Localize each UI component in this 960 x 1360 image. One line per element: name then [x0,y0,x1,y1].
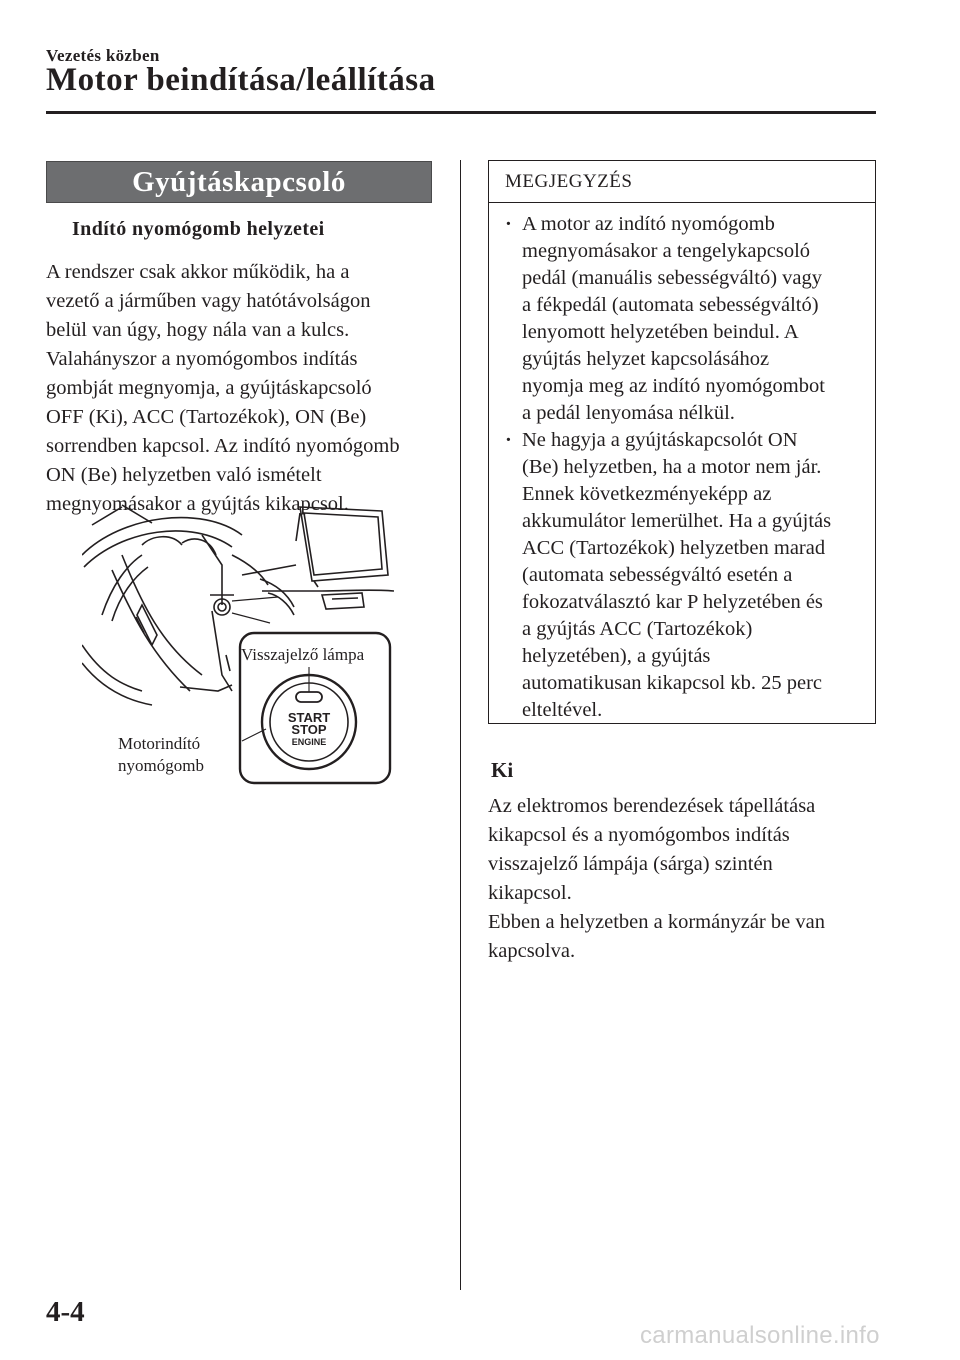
note-line: a pedál lenyomása nélkül. [522,402,735,424]
ki-line: Az elektromos berendezések tápellátása [488,795,816,817]
engine-start-button-label [118,733,204,777]
body-line: megnyomásakor a gyújtás kikapcsol. [46,493,349,515]
note-line: megnyomásakor a tengelykapcsoló [522,240,811,262]
button-text-stop: STOP [291,722,327,737]
body-line: gombját megnyomja, a gyújtáskapcsoló [46,377,372,399]
indicator-lamp-label: Visszajelző lámpa [241,645,365,664]
body-line: ON (Be) helyzetben való ismételt [46,464,322,486]
center-display-drawing [262,507,394,609]
ki-body [488,792,825,966]
breadcrumb: Vezetés közben [46,46,160,65]
section-banner: Gyújtáskapcsoló [46,161,432,203]
note-line: · A motor az indító nyomógomb [522,213,775,235]
body-line: sorrendben kapcsol. Az indító nyomógomb [46,435,400,457]
note-item [503,427,867,724]
ki-line: kapcsolva. [488,940,576,962]
zoom-lines [232,597,278,623]
ki-heading: Ki [491,758,514,782]
note-line: nyomja meg az indító nyomógombot [522,375,825,397]
note-line: pedál (manuális sebességváltó) vagy [522,267,823,289]
note-line: akkumulátor lemerülhet. Ha a gyújtás [522,510,832,532]
note-line: · Ne hagyja a gyújtáskapcsolót ON [522,429,798,451]
note-line: a gyújtás ACC (Tartozékok) [522,618,753,640]
note-line: (automata sebességváltó esetén a [522,564,793,586]
note-line: elteltével. [522,699,603,721]
page-title: Motor beindítása/leállítása [46,62,436,98]
watermark: carmanualsonline.info [640,1322,880,1349]
ki-line: Ebben a helyzetben a kormányzár be van [488,911,825,933]
ki-line: kikapcsol. [488,882,572,904]
note-line: automatikusan kikapcsol kb. 25 perc [522,672,823,694]
note-line: lenyomott helyzetében beindul. A [522,321,799,343]
body-line: vezető a járműben vagy hatótávolságon [46,290,371,312]
ki-line: kikapcsol és a nyomógombos indítás [488,824,790,846]
note-line: gyújtás helyzet kapcsolásához [522,348,770,370]
note-header: MEGJEGYZÉS [489,161,875,203]
body-line: OFF (Ki), ACC (Tartozékok), ON (Be) [46,406,367,428]
note-line: (Be) helyzetben, ha a motor nem jár. [522,456,822,478]
title-divider [46,111,876,114]
body-line: Valahányszor a nyomógombos indítás [46,348,358,370]
note-line: Ennek következményeképp az [522,483,772,505]
indicator-lamp-icon [296,692,322,702]
body-line: belül van úgy, hogy nála van a kulcs. [46,319,350,341]
note-item [503,211,867,427]
ki-line: visszajelző lámpája (sárga) szintén [488,853,773,875]
button-text-start: START [287,710,331,725]
note-line: helyzetében), a gyújtás [522,645,711,667]
note-line: ACC (Tartozékok) helyzetben marad [522,537,826,559]
button-text-engine: ENGINE [291,737,327,747]
section-subheading: Indító nyomógomb helyzetei [72,218,325,240]
note-list [489,203,875,724]
body-line: A rendszer csak akkor működik, ha a [46,261,350,283]
page-number: 4-4 [46,1296,85,1328]
note-line: a fékpedál (automata sebességváltó) [522,294,819,316]
note-line: fokozatválasztó kar P helyzetében és [522,591,823,613]
instrument-cluster-drawing [142,535,296,691]
label-line: Motorindító [118,734,201,753]
note-box [488,160,876,724]
section-body [46,258,446,519]
label-line: nyomógomb [118,756,204,775]
column-divider [460,160,461,1290]
